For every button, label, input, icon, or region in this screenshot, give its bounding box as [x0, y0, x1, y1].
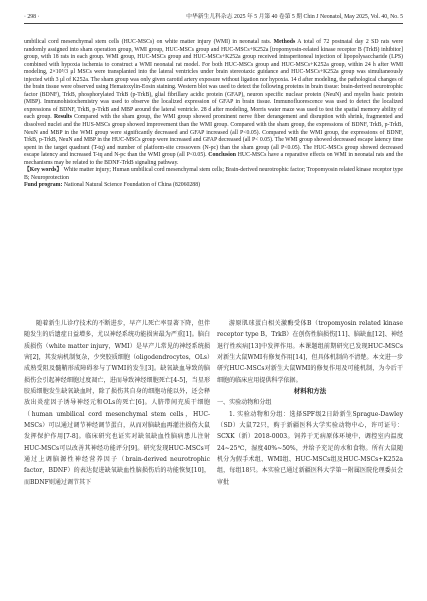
results-text: Compared with the sham group, the WMI group showed prominent nerve fiber derangement and disruption with shrink, fragmented and dissolved nuclei and the HUS-MSCs group showed improvement than the WMI group. Compared with the sham group, the expressions of BDNF, TrkB, p-TrkB, NeuN and MBP in the WMI group were significantly decreased and GFAP increased (all P<0.05). Compared with the WMI group, the expressions of BDNF, TrkB, p-TrkB, NeuN and MBP in the HUC-MSCs group were increased and GFAP decreased (all P< 0.05). The WMI group showed decreased escape latency time spent in the target quadrant (T-tq) and number of platform-site crossovers (N-pc) than the sham group (all P<0.05). The HUC-MSCs group showed decreased escape latency and increased T-tq and N-pc than the WMI group (all P<0.05). [24, 114, 404, 159]
left-column [24, 318, 210, 488]
running-header [24, 11, 403, 24]
intro-paragraph: 随着新生儿诊疗技术的不断进步，早产儿死亡率显著下降，但伴随发生的后遗症日益增多，尤以神经系统功能损害最为严重[1]。脑白质损伤（white matter injury，WMI）是早产儿常见的神经系统损害[2]，其发病机制复杂，少突胶质细胞（oligodendrocytes，OLs）成熟受阻及髓鞘形成障碍参与了WMI的发生[3]。缺氧缺血导致的脑损伤会引起神经细胞过度凋亡，进而导致神经细胞死亡[4-5]，当星形胶质细胞发生缺氧缺血时，除了损伤其自身的细胞功能以外，还会释放出炎症因子诱导神经元和OLs的死亡[6]。人脐带间充质干细胞（human umbilical cord mesenchymal stem cells，HUC-MSCs）可以通过调节神经调节蛋白，从而对脑缺血再灌注损伤大鼠发挥保护作用[7-8]。临床研究也证实对缺氧缺血性脑病患儿注射HUC-MSCs可以改善其神经功能评分[9]。研究发现HUC-MSCs可通过上调脑源性神经营养因子（brain-derived neurotrophic factor，BDNF）的表达促进缺氧缺血性脑损伤后的功能恢复[10]，而BDNF则通过调节其下 [24, 320, 210, 486]
abstract-body [24, 39, 403, 167]
conclusion-text: HUC-MSCs have a reparative effects on WMI in neonatal rats and the mechanisms may be related to the BDNF-TrkB signaling pathway. [24, 152, 404, 166]
english-abstract [24, 39, 403, 190]
fund-text: National Natural Science Foundation of China (82060288) [63, 182, 201, 189]
right-column [217, 318, 403, 488]
subsection-title: 一、实验动物和分组 [217, 399, 272, 407]
methods-label: Methods [273, 39, 296, 45]
conclusion-label: Conclusion [208, 152, 237, 159]
section-title: 材料和方法 [293, 387, 327, 396]
keywords-text: White matter injury; Human umbilical cord mesenchymal stem cells; Brain-derived neurotrophic factor; Tropomyosin related kinase receptor type B; Neuroprotection [24, 167, 403, 181]
results-label: Results [53, 114, 72, 121]
keywords-label: 【Key words】 [24, 167, 63, 174]
fund-program [24, 182, 403, 190]
abstract-intro: umbilical cord mesenchymal stem cells (HUC-MSCs) on white matter injury (WMI) in neonatal rats. [24, 39, 272, 45]
page-number: · 298 · [24, 14, 40, 20]
journal-citation: 中华新生儿科杂志 2025 年 5 月第 40 卷第 5 期 Chin J Neonatol, May 2025, Vol. 40, No. 5 [186, 14, 403, 20]
intro-continuation: 游原肌球蛋白相关激酶受体B（tropomyosin related kinase receptor type B，TrkB）在创伤性脑损伤[11]、脑缺血[12]、神经退行性疾病[13]中发挥作用。本课题组前期研究已发现HUC-MSCs对新生大鼠WMI有修复作用[14]，但具体机制尚不清楚。本文进一步研究HUC-MSCs对新生大鼠WMI的修复作用及可能机制，为今后干细胞的临床应用提供科学依据。 [217, 320, 403, 384]
keywords [24, 167, 403, 182]
methods-text: A total of 72 postnatal day 2 SD rats were randomly assigned into sham operation group, WMI group, HUC-MSCs group and HUC-MSCs+K252a [tropomyosin-related kinase receptor B (TrkB) inhibitor] group, with 18 rats in each group. WMI group, HUC-MSCs group and HUC-MSCs+K252a group received intraperitoneal injection of lipopolysaccharide (LPS) combined with hypoxia ischemia to construct a WMI neonatal rat model. For both HUC-MSCs group and HUC-MSCs+K252a group, within 24 h after WMI modeling, 2×10⁵/3 μl MSCs were transplanted into the lateral ventricles under brain stereotaxic guidance and HUC-MSCs+K252a group was simultaneously injected with 3 μl of K252a. The sham group was only given carotid artery exposure without ligation nor hypoxia. 14 d after modeling, the pathological changes of the brain tissue were observed using Hematoxylin-Eosin staining. Western blot was used to detect the following proteins in brain tissue: brain-derived neurotrophic factor (BDNF), TrkB, phosphorylated TrkB (p-TrkB), glial fibrillary acidic protein (GFAP), neuron specific nuclear protein (NeuN) and myelin basic protein (MBP). Immunohistochemistry was used to observe the localized expression of GFAP in brain tissue. Immunofluorescence was used to detect the localized expressions of BDNF, TrkB, p-TrkB and MBP around the lateral ventricle. 28 d after modeling, Morris water maze was used to test the spatial memory ability of each group. [24, 39, 404, 121]
animals-paragraph: 1. 实验动物和分组：选择SPF级2日龄新生Sprague-Dawley（SD）大鼠72只，购于新疆医科大学实验动物中心，许可证号：SCXK（新）2018-0003。饲养于无病原体环境中，调控室内温度24~25℃，湿度40%~50%，并给予充足的水和食物。所有大鼠随机分为假手术组、WMI组、HUC-MSCs组及HUC-MSCs+K252a组，每组18只。本实验已通过新疆医科大学第一附属医院伦理委员会审批 [217, 410, 403, 486]
fund-label: Fund program: [24, 182, 63, 189]
